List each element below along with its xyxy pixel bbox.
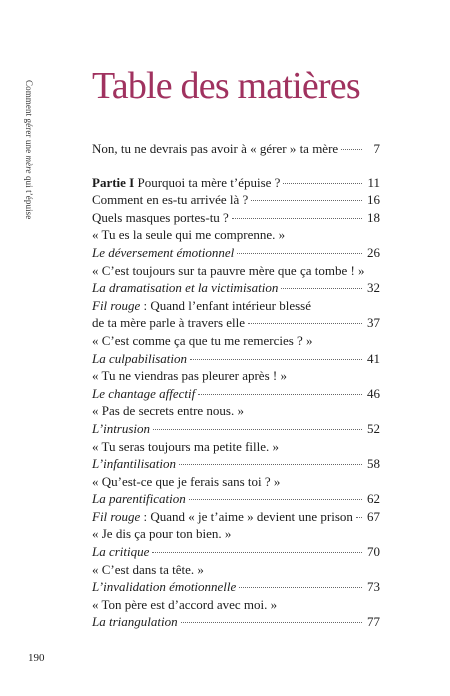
toc-quote — [92, 525, 380, 543]
dot-leader — [198, 393, 362, 395]
toc-quote — [92, 332, 380, 350]
toc-entry[interactable] — [92, 350, 380, 368]
toc-entry[interactable] — [92, 613, 380, 631]
running-head-text: Comment gérer une mère qui t’épuise — [24, 80, 34, 220]
toc-page-number: 37 — [367, 315, 380, 331]
toc-entry-text: Non, tu ne devrais pas avoir à « gérer » ta mère — [92, 141, 339, 156]
toc-quote — [92, 473, 380, 491]
toc-entry[interactable] — [92, 191, 380, 209]
toc-page-number: 77 — [367, 614, 380, 630]
toc-quote-text: « Tu ne viendras pas pleurer après ! » — [92, 368, 287, 384]
toc-entry-text: La critique — [92, 544, 150, 560]
toc-quote-text: « Tu es la seule qui me comprenne. » — [92, 227, 286, 243]
toc-page-number: 7 — [373, 141, 380, 156]
toc-quote — [92, 262, 380, 280]
toc-entry-text: La dramatisation et la victimisation — [92, 280, 279, 296]
toc-entry-text: L’intrusion — [92, 420, 151, 436]
toc-quote — [92, 561, 380, 579]
toc-page-number: 73 — [367, 579, 380, 595]
toc-page-number: 70 — [367, 544, 380, 560]
toc-entry-text: Quels masques portes-tu ? — [92, 209, 229, 225]
toc-part-heading[interactable] — [92, 174, 380, 192]
dot-leader — [237, 252, 362, 254]
toc-quote-text: « C’est toujours sur ta pauvre mère que ça tombe ! » — [92, 262, 365, 278]
page-title: Table des matières — [92, 65, 360, 107]
toc-quote-text: « Qu’est-ce que je ferais sans toi ? » — [92, 473, 281, 489]
dot-leader — [190, 358, 362, 360]
toc-entry-text: Comment en es-tu arrivée là ? — [92, 192, 249, 208]
toc-quote-text: « Ton père est d’accord avec moi. » — [92, 596, 278, 612]
toc-entry[interactable] — [92, 140, 380, 158]
dot-leader — [152, 551, 362, 553]
toc-entry-text: Fil rouge : Quand « je t’aime » devient une prison — [92, 508, 353, 524]
toc-entry-text: La culpabilisation — [92, 350, 187, 366]
toc-entry[interactable] — [92, 455, 380, 473]
dot-leader — [341, 148, 362, 150]
toc-quote — [92, 438, 380, 456]
toc-entry-text: Le chantage affectif — [92, 385, 196, 401]
toc-page-number: 62 — [367, 491, 380, 507]
page-number: 190 — [28, 652, 45, 664]
toc-entry[interactable] — [92, 420, 380, 438]
fil-rouge-label: Fil rouge — [92, 297, 141, 313]
toc-page-number: 58 — [367, 456, 380, 472]
toc-entry[interactable] — [92, 279, 380, 297]
toc-entry[interactable] — [92, 578, 380, 596]
toc-entry-text: La parentification — [92, 491, 186, 507]
toc-page-number: 11 — [367, 174, 380, 190]
dot-leader — [251, 199, 362, 201]
dot-leader — [239, 586, 362, 588]
running-head — [0, 0, 40, 696]
toc-page-number: 32 — [367, 280, 380, 296]
toc-page-number: 26 — [367, 244, 380, 260]
toc-quote-text: « C’est dans ta tête. » — [92, 561, 204, 577]
toc-entry[interactable] — [92, 490, 380, 508]
dot-leader — [356, 516, 362, 518]
toc-entry[interactable] — [92, 314, 380, 332]
toc-page-number: 46 — [367, 385, 380, 401]
toc-quote — [92, 226, 380, 244]
toc-page-number: 16 — [367, 192, 380, 208]
dot-leader — [248, 322, 362, 324]
toc-quote-text: « Je dis ça pour ton bien. » — [92, 526, 232, 542]
toc-entry-text: Le déversement émotionnel — [92, 244, 235, 260]
toc-entry-text: de ta mère parle à travers elle — [92, 315, 246, 331]
toc-page-number: 18 — [367, 209, 380, 225]
toc-entry[interactable] — [92, 543, 380, 561]
toc-entry-text: Partie I Pourquoi ta mère t’épuise ? — [92, 174, 281, 190]
toc-quote-text: « Tu seras toujours ma petite fille. » — [92, 438, 280, 454]
toc-page-number: 52 — [367, 420, 380, 436]
toc-fil-rouge — [92, 297, 380, 315]
dot-leader — [281, 287, 362, 289]
dot-leader — [189, 498, 362, 500]
fil-rouge-label: Fil rouge — [92, 508, 141, 524]
dot-leader — [153, 428, 362, 430]
toc-quote-text: « C’est comme ça que tu me remercies ? » — [92, 332, 313, 348]
toc-page-number: 41 — [367, 350, 380, 366]
toc-entry-text: Fil rouge : Quand l’enfant intérieur blessé — [92, 297, 312, 313]
toc-entry-text: La triangulation — [92, 614, 178, 630]
toc-quote-text: « Pas de secrets entre nous. » — [92, 403, 244, 419]
toc-quote — [92, 367, 380, 385]
toc-entry[interactable] — [92, 209, 380, 227]
table-of-contents — [92, 140, 380, 631]
toc-quote — [92, 596, 380, 614]
toc-quote — [92, 402, 380, 420]
toc-fil-rouge[interactable] — [92, 508, 380, 526]
dot-leader — [181, 621, 362, 623]
toc-entry[interactable] — [92, 244, 380, 262]
dot-leader — [179, 463, 362, 465]
toc-entry-text: L’infantilisation — [92, 456, 177, 472]
part-label: Partie I — [92, 174, 135, 190]
dot-leader — [232, 217, 362, 219]
dot-leader — [283, 182, 362, 184]
toc-entry-text: L’invalidation émotionnelle — [92, 579, 237, 595]
toc-entry[interactable] — [92, 385, 380, 403]
toc-page-number: 67 — [367, 508, 380, 524]
